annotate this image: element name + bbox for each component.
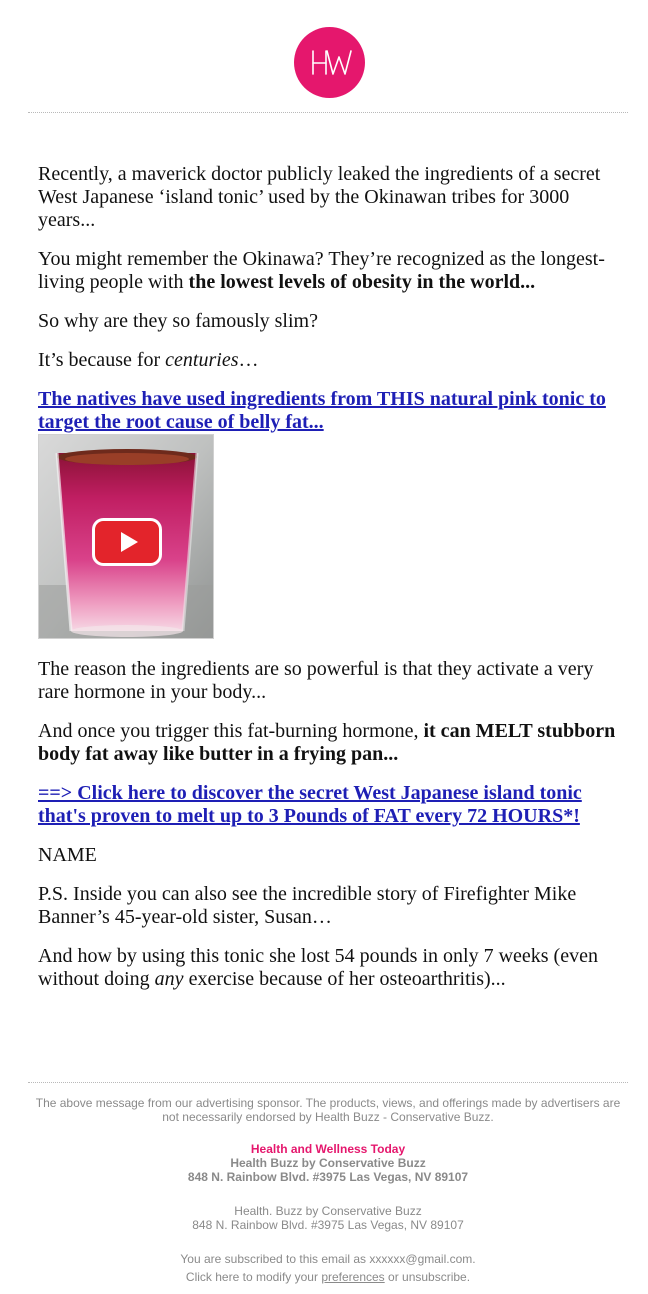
okinawa-paragraph <box>38 248 618 294</box>
footer <box>28 1096 628 1124</box>
play-button-icon[interactable] <box>92 518 162 566</box>
okinawa-bold-text: the lowest levels of obesity in the world... <box>188 271 536 293</box>
preferences-lead: Click here to modify your <box>185 1270 322 1284</box>
fat-burning-text: And once you trigger this fat-burning hormone, <box>38 720 424 742</box>
bottom-divider <box>28 1082 628 1083</box>
footer-company: Health. Buzz by Conservative Buzz <box>234 1204 422 1218</box>
subscribed-email-notice: You are subscribed to this email as xxxxxx@gmail.com. <box>180 1252 476 1266</box>
tonic-link-paragraph <box>38 388 618 434</box>
weight-loss-text: And how by using this tonic she lost 54 pounds in only 7 weeks (even without doing <box>38 945 598 990</box>
centuries-paragraph <box>38 349 618 372</box>
ps-paragraph: P.S. Inside you can also see the incredible story of Firefighter Mike Banner’s 45-year-old sister, Susan… <box>38 883 577 928</box>
unsubscribe-text: or unsubscribe. <box>384 1270 471 1284</box>
weight-loss-end: exercise because of her osteoarthritis)... <box>183 968 506 990</box>
centuries-italic: centuries <box>165 349 239 371</box>
hormone-paragraph: The reason the ingredients are so powerful is that they activate a very rare hormone in your body... <box>38 658 594 703</box>
footer-brand: Health and Wellness Today <box>250 1142 406 1156</box>
footer-company-block <box>28 1204 628 1232</box>
fat-burning-paragraph <box>38 720 618 766</box>
fat-burning-bold-text: it can MELT stubborn body fat away like butter in a frying pan... <box>38 720 616 765</box>
preferences-line <box>28 1270 628 1284</box>
intro-paragraph: Recently, a maverick doctor publicly leaked the ingredients of a secret West Japanese ‘island tonic’ used by the Okinawan tribes for 3000 years... <box>38 163 601 231</box>
sponsor-disclaimer: The above message from our advertising sponsor. The products, views, and offerings made by advertisers are not necessarily endorsed by Health Buzz - Conservative Buzz. <box>35 1096 621 1124</box>
okinawa-text: You might remember the Okinawa? They’re recognized as the longest-living people with <box>38 248 605 293</box>
tonic-link[interactable]: The natives have used ingredients from THIS natural pink tonic to target the root cause of belly fat... <box>38 388 606 433</box>
hw-logo-icon <box>294 27 365 98</box>
slim-question: So why are they so famously slim? <box>38 310 318 332</box>
footer-subscription-block <box>28 1252 628 1284</box>
discover-link-paragraph <box>38 782 618 828</box>
weight-loss-paragraph <box>38 945 618 991</box>
preferences-link[interactable]: preferences <box>321 1270 385 1284</box>
weight-loss-italic: any <box>154 968 184 990</box>
footer-address: 848 N. Rainbow Blvd. #3975 Las Vegas, NV 89107 <box>192 1218 464 1232</box>
brand-logo[interactable] <box>294 27 365 98</box>
sender-name: NAME <box>38 844 97 866</box>
centuries-lead: It’s because for <box>38 349 166 371</box>
discover-link[interactable]: ==> Click here to discover the secret West Japanese island tonic that's proven to melt up to 3 Pounds of FAT every 72 HOURS*! <box>38 782 582 827</box>
footer-address-bold: 848 N. Rainbow Blvd. #3975 Las Vegas, NV 89107 <box>187 1170 469 1184</box>
footer-company-bold: Health Buzz by Conservative Buzz <box>230 1156 426 1170</box>
top-divider <box>28 112 628 113</box>
centuries-ellipsis: … <box>238 349 259 371</box>
footer-brand-block <box>28 1142 628 1184</box>
video-thumbnail[interactable] <box>38 434 214 639</box>
